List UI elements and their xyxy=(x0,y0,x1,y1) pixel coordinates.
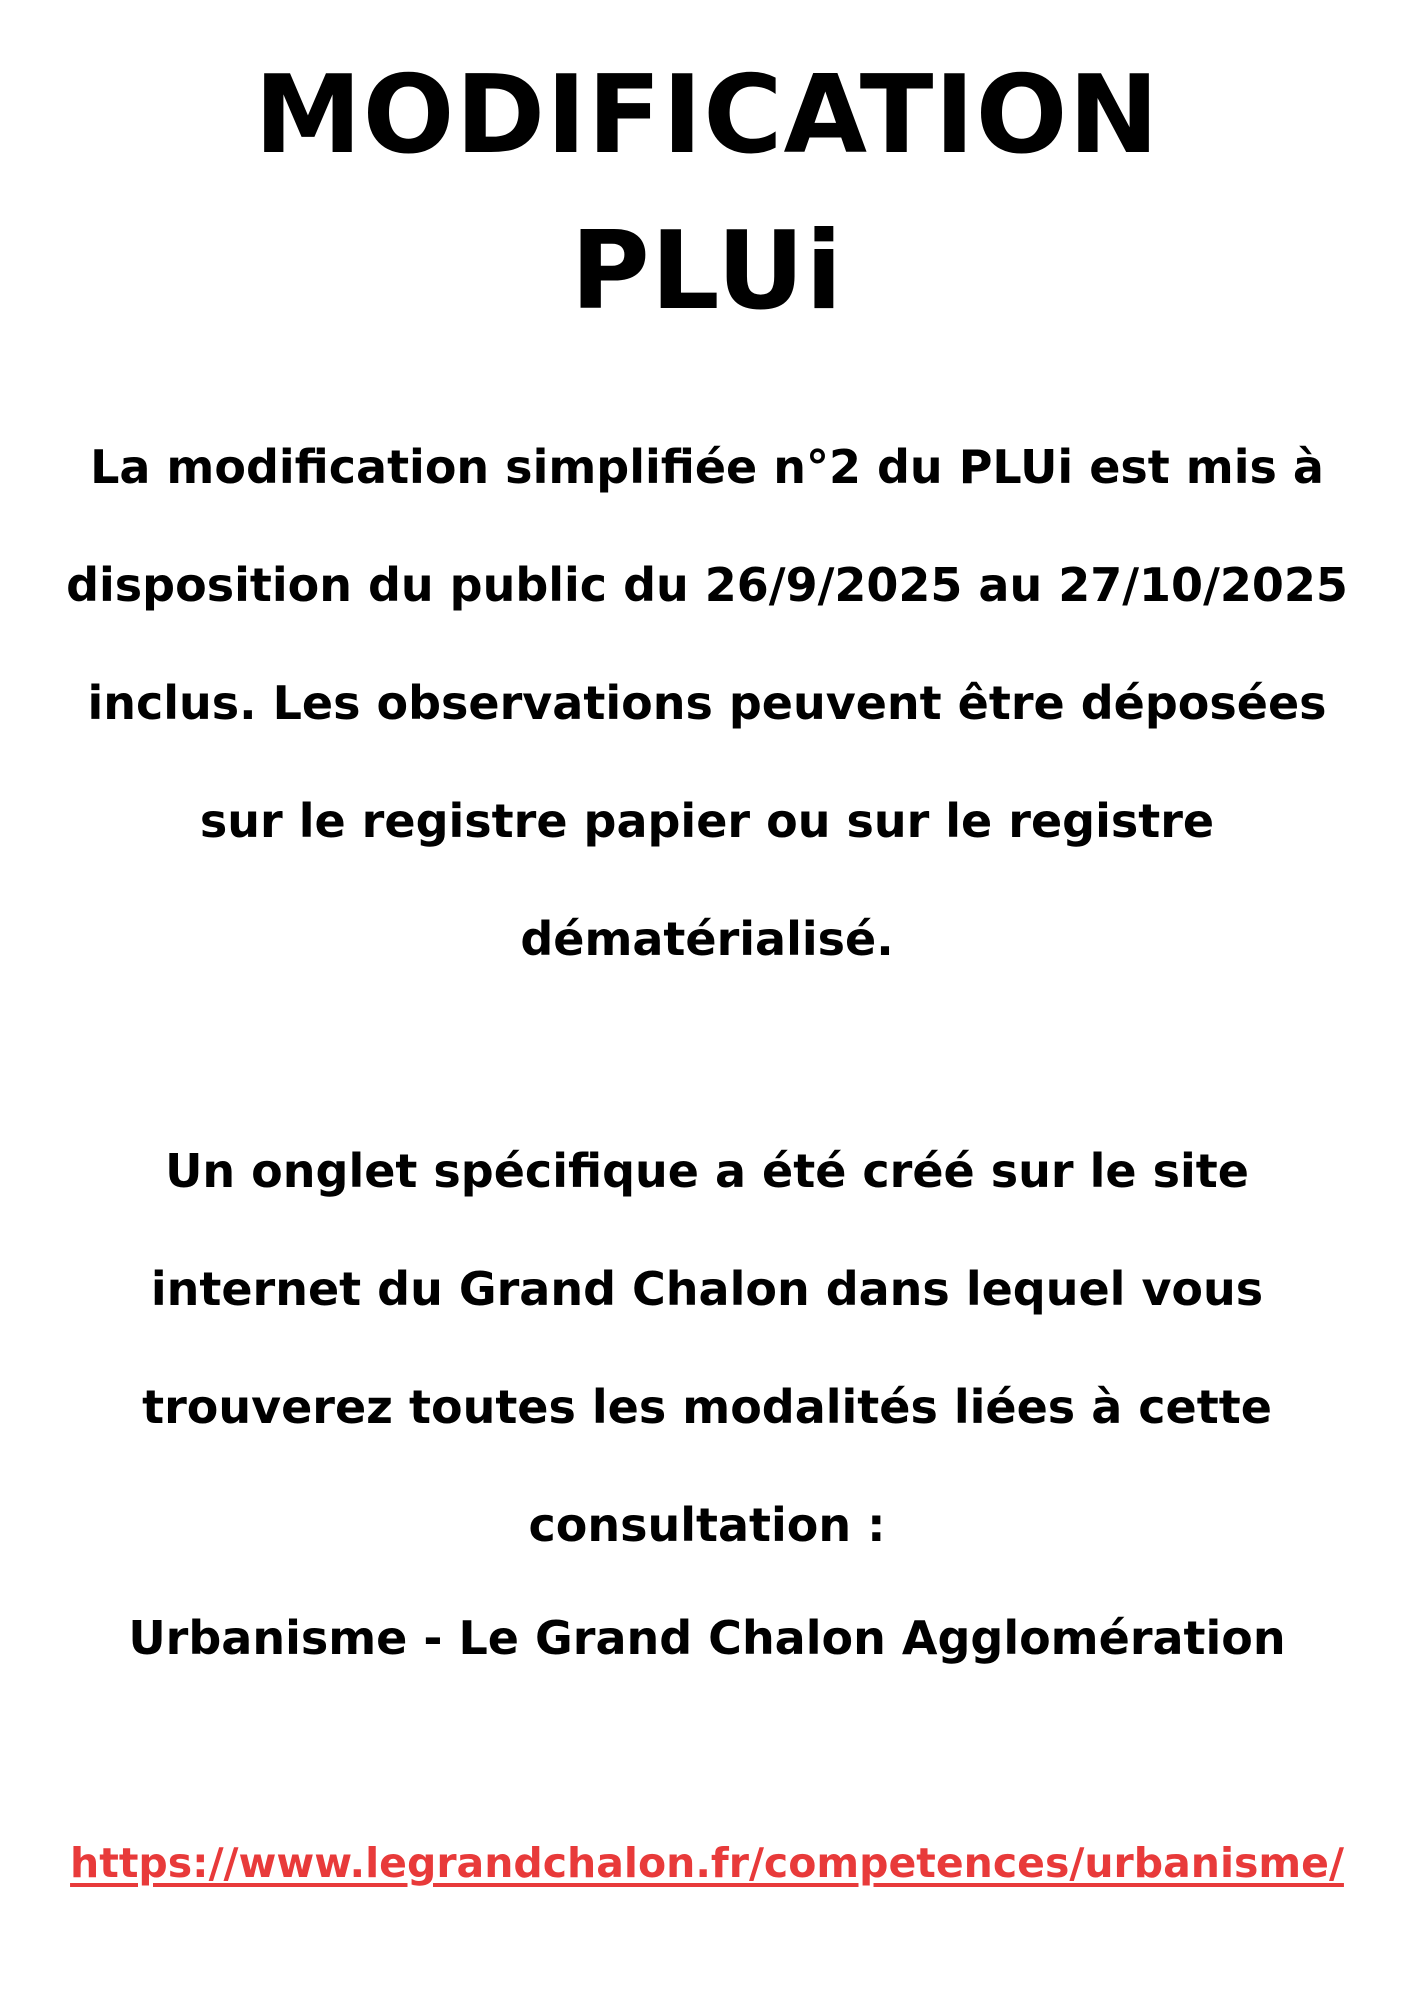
paragraph-line: dématérialisé. xyxy=(520,912,894,966)
site-section-label: Urbanisme - Le Grand Chalon Agglomération xyxy=(128,1611,1286,1665)
paragraph-line: trouverez toutes les modalités liées à cette xyxy=(142,1380,1272,1434)
website-info-paragraph xyxy=(0,1112,1414,1584)
title-line-1: MODIFICATION xyxy=(254,53,1160,178)
paragraph-line: inclus. Les observations peuvent être déposées xyxy=(87,676,1327,730)
paragraph-line: Un onglet spécifique a été créé sur le site xyxy=(165,1144,1249,1198)
paragraph-line: internet du Grand Chalon dans lequel vous xyxy=(150,1262,1264,1316)
paragraph-line: consultation : xyxy=(528,1498,886,1552)
title-line-2: PLUi xyxy=(570,209,844,334)
availability-paragraph xyxy=(0,408,1414,998)
urbanisme-url-link[interactable]: https://www.legrandchalon.fr/competences/urbanisme/ xyxy=(70,1839,1344,1887)
paragraph-line: disposition du public du 26/9/2025 au 27/10/2025 xyxy=(66,558,1348,612)
paragraph-line: sur le registre papier ou sur le registre xyxy=(199,794,1215,848)
paragraph-line: La modification simplifiée n°2 du PLUi est mis à xyxy=(90,440,1324,494)
